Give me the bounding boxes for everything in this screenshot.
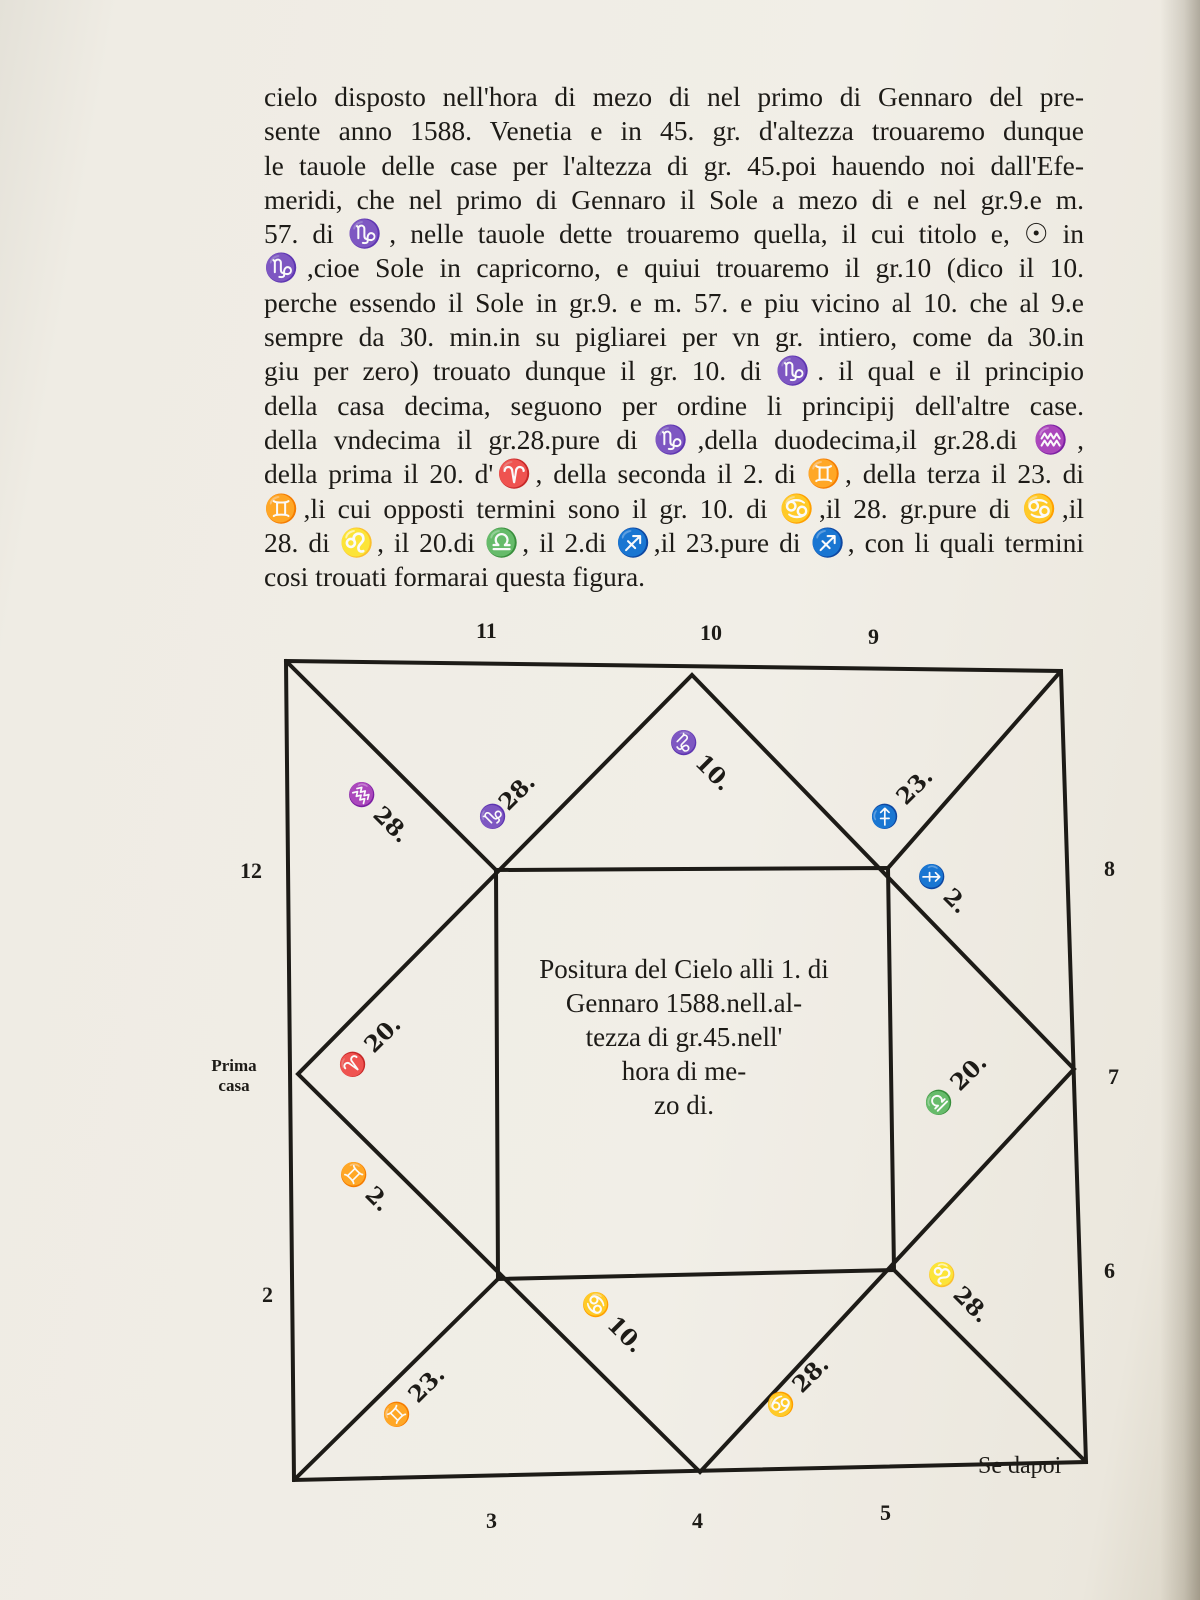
catchword: Se dapoi	[978, 1453, 1062, 1479]
text-line: della casa decima, seguono per ordine li principij dell'altre case.	[264, 389, 1084, 421]
text-line: della vndecima il gr.28.pure di ♑,della duodecima,il gr.28.di ♒,	[264, 423, 1084, 455]
house-number-3: 3	[486, 1508, 497, 1533]
house-number-7: 7	[1108, 1064, 1119, 1089]
cell-house-11: ♑28.	[473, 768, 541, 837]
cell-house-4: ♋ 10.	[575, 1285, 650, 1359]
cell-house-2: ♊ 2.	[333, 1155, 396, 1218]
text-line: perche essendo il Sole in gr.9. e m. 57. e piu vicino al 10. che al 9.e	[264, 286, 1084, 318]
chart-diagonal-sw	[294, 1279, 498, 1480]
caption-line: Gennaro 1588.nell.al-	[565, 988, 803, 1018]
house-number-10: 10	[700, 620, 722, 645]
house-number-9: 9	[868, 624, 879, 649]
text-line: della prima il 20. d'♈, della seconda il 2. di ♊, della terza il 23. di	[264, 458, 1084, 490]
house-number-8: 8	[1104, 856, 1115, 881]
chart-caption	[498, 952, 870, 1122]
house-label-prima: Prima	[211, 1056, 257, 1075]
cell-house-9: ♐ 23.	[865, 762, 939, 837]
text-line: sempre da 30. min.in su pigliarei per vn gr. intiero, come da 30.in	[264, 321, 1084, 353]
cell-house-6: ♌ 28.	[921, 1255, 996, 1329]
caption-line: tezza di gr.45.nell'	[585, 1022, 783, 1052]
house-number-6: 6	[1104, 1258, 1115, 1283]
caption-line: Positura del Cielo alli 1. di	[539, 954, 829, 984]
cell-house-3: ♊ 23.	[377, 1360, 451, 1435]
house-number-4: 4	[692, 1508, 703, 1533]
caption-line: hora di me-	[621, 1056, 747, 1086]
text-line: cosi trouati formarai questa figura.	[264, 561, 646, 593]
cell-house-12: ♒ 28.	[341, 775, 416, 849]
text-line: giu per zero) trouato dunque il gr. 10. di ♑. il qual e il principio	[264, 355, 1084, 387]
cell-house-1: ♈ 20.	[333, 1010, 407, 1085]
text-line: 28. di ♌, il 20.di ♎, il 2.di ♐,il 23.pure di ♐, con li quali termini	[264, 526, 1084, 558]
house-number-5: 5	[880, 1500, 891, 1525]
cell-house-10: ♑ 10.	[663, 723, 738, 797]
house-number-12: 12	[240, 858, 262, 883]
caption-line: zo di.	[654, 1090, 714, 1120]
chart-diagonal-se	[894, 1270, 1086, 1462]
house-label-prima-casa	[198, 1056, 270, 1096]
cell-house-7: ♎ 20.	[919, 1048, 993, 1123]
text-line: 57. di ♑, nelle tauole dette trouaremo quella, il cui titolo e, ☉ in	[264, 218, 1084, 250]
text-line: le tauole delle case per l'altezza di gr. 45.poi hauendo noi dall'Efe-	[264, 149, 1084, 181]
text-line: ♊,li cui opposti termini sono il gr. 10. di ♋,il 28. gr.pure di ♋,il	[264, 492, 1084, 524]
cell-house-8: ♐ 2.	[911, 857, 974, 920]
house-number-2: 2	[262, 1282, 273, 1307]
cell-house-5: ♋ 28.	[761, 1350, 835, 1425]
text-line: cielo disposto nell'hora di mezo di nel primo di Gennaro del pre-	[264, 81, 1084, 112]
text-line: sente anno 1588. Venetia e in 45. gr. d'altezza trouaremo dunque	[264, 115, 1084, 147]
house-label-casa: casa	[218, 1076, 250, 1095]
text-line: ♑,cioe Sole in capricorno, e quiui trouaremo il gr.10 (dico il 10.	[264, 252, 1084, 284]
house-number-11: 11	[476, 618, 497, 643]
text-line: meridi, che nel primo di Gennaro il Sole a mezo di e nel gr.9.e m.	[264, 183, 1084, 215]
